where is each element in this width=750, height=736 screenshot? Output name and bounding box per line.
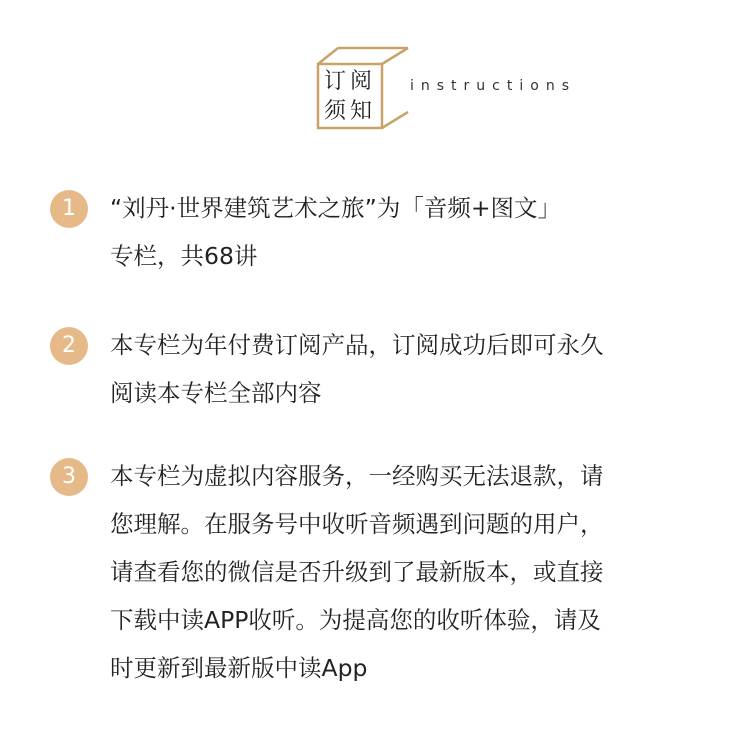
item-line: 下载中读APP收听。为提高您的收听体验，请及	[110, 606, 601, 634]
number-badge: 3	[50, 458, 88, 496]
item-line: 阅读本专栏全部内容	[110, 379, 322, 407]
number-badge: 1	[50, 190, 88, 228]
number-badge: 2	[50, 327, 88, 365]
item-line: “刘丹·世界建筑艺术之旅”为「音频+图文」	[110, 194, 562, 222]
title-box	[318, 64, 382, 128]
item-line: 本专栏为年付费订阅产品，订阅成功后即可永久	[110, 331, 604, 359]
item-line: 专栏，共68讲	[110, 242, 258, 270]
item-text	[110, 321, 700, 417]
item-line: 时更新到最新版中读App	[110, 654, 368, 682]
header	[0, 0, 750, 150]
item-line: 您理解。在服务号中收听音频遇到问题的用户，	[110, 510, 604, 538]
item-text	[110, 452, 700, 692]
title-line-2: 须知	[323, 99, 376, 124]
subtitle: instructions	[410, 78, 576, 94]
item-line: 本专栏为虚拟内容服务，一经购买无法退款，请	[110, 462, 604, 490]
item-line: 请查看您的微信是否升级到了最新版本，或直接	[110, 558, 604, 586]
item-text	[110, 184, 700, 280]
title-line-1: 订阅	[323, 69, 376, 94]
